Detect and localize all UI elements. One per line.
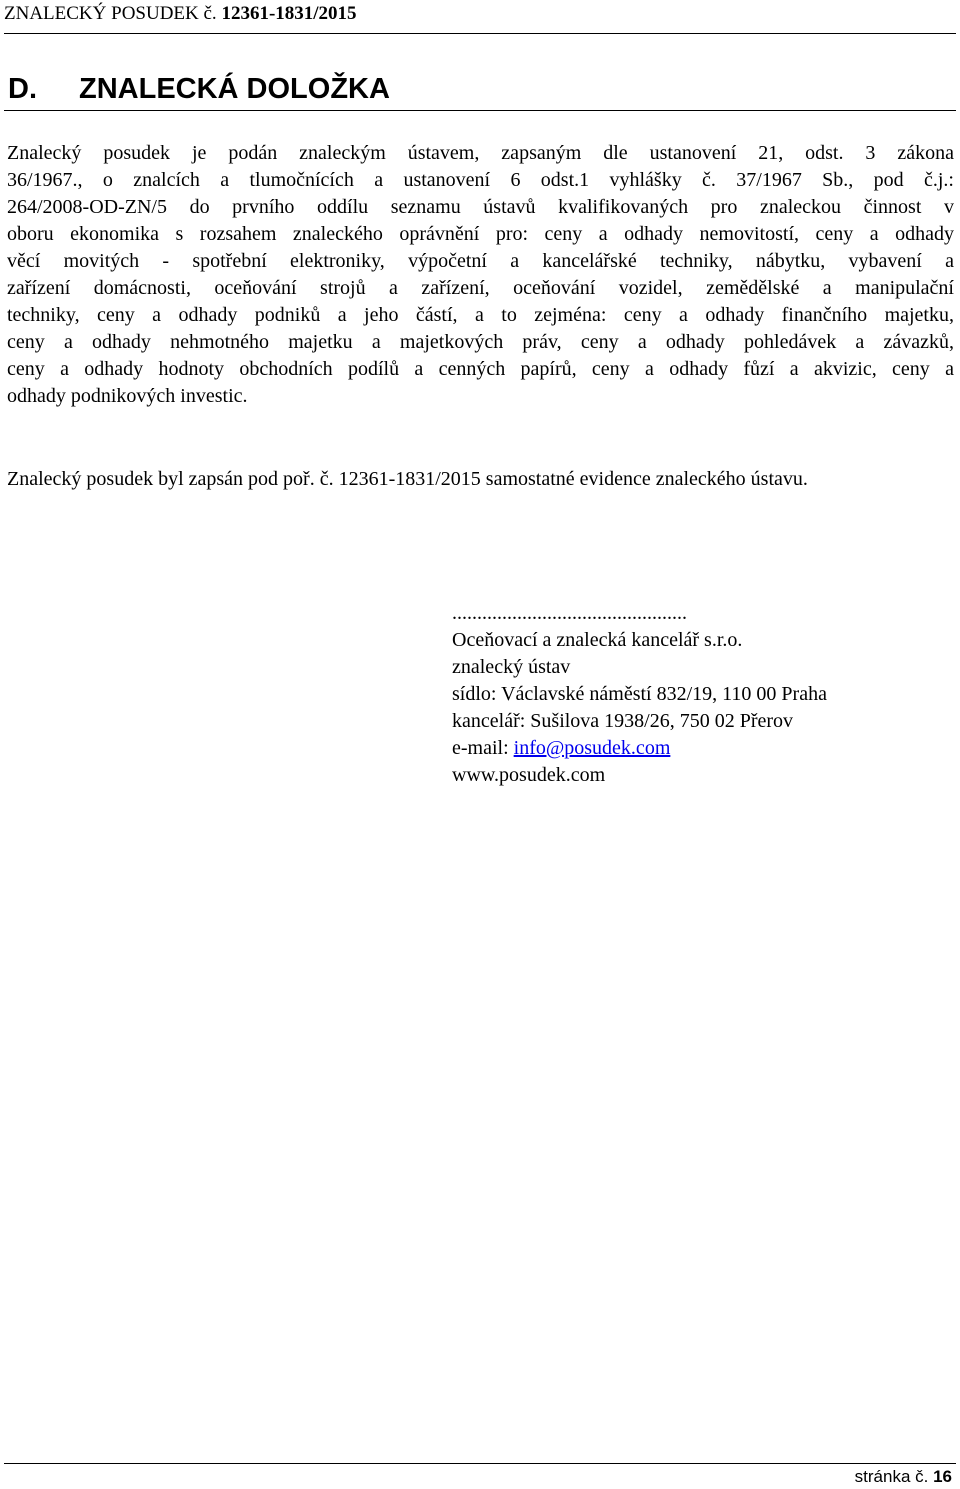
page-header bbox=[4, 3, 956, 31]
heading-divider bbox=[4, 110, 956, 111]
registration-statement: Znalecký posudek byl zapsán pod poř. č. 12361-1831/2015 samostatné evidence znaleckého ústavu. bbox=[7, 468, 808, 490]
header-divider bbox=[4, 33, 956, 34]
footer-divider bbox=[4, 1463, 956, 1464]
signature-line: ............................................... bbox=[452, 602, 687, 624]
clause-line: 264/2008-OD-ZN/5 do prvního oddílu seznamu ústavů kvalifikovaných pro znaleckou činnost v bbox=[7, 196, 954, 218]
signature-block bbox=[452, 600, 827, 789]
company-type: znalecký ústav bbox=[452, 656, 571, 678]
company-website: www.posudek.com bbox=[452, 764, 606, 786]
company-email-row bbox=[452, 735, 827, 762]
header-document-label: ZNALECKÝ POSUDEK č. bbox=[4, 3, 222, 24]
header-document-number: 12361-1831/2015 bbox=[221, 3, 357, 24]
email-label: e-mail: bbox=[452, 737, 514, 759]
clause-line: věcí movitých - spotřební elektroniky, výpočetní a kancelářské techniky, nábytku, vybavení a bbox=[7, 250, 954, 272]
section-letter: D. bbox=[8, 73, 37, 105]
clause-line: ceny a odhady hodnoty obchodních podílů a cenných papírů, ceny a odhady fůzí a akvizic, ceny a bbox=[7, 358, 954, 380]
clause-line: zařízení domácnosti, oceňování strojů a zařízení, oceňování vozidel, zemědělské a manipulační bbox=[7, 277, 954, 299]
page-number-label: stránka č. bbox=[854, 1467, 934, 1486]
company-seat: sídlo: Václavské náměstí 832/19, 110 00 Praha bbox=[452, 683, 827, 705]
page-number: 16 bbox=[933, 1467, 952, 1486]
email-link[interactable]: info@posudek.com bbox=[513, 737, 671, 759]
expert-clause-paragraph bbox=[7, 140, 954, 410]
section-heading bbox=[8, 71, 390, 107]
clause-line: odhady podnikových investic. bbox=[7, 385, 248, 407]
section-title: ZNALECKÁ DOLOŽKA bbox=[79, 73, 390, 105]
clause-line: 36/1967., o znalcích a tlumočnících a ustanovení 6 odst.1 vyhlášky č. 37/1967 Sb., pod č.j.: bbox=[7, 169, 954, 191]
page-footer bbox=[855, 1467, 952, 1487]
clause-line: techniky, ceny a odhady podniků a jeho částí, a to zejména: ceny a odhady finančního majetku, bbox=[7, 304, 954, 326]
clause-line: oboru ekonomika s rozsahem znaleckého oprávnění pro: ceny a odhady nemovitostí, ceny a odhady bbox=[7, 223, 954, 245]
company-office: kancelář: Sušilova 1938/26, 750 02 Přerov bbox=[452, 710, 794, 732]
clause-line: Znalecký posudek je podán znaleckým ústavem, zapsaným dle ustanovení 21, odst. 3 zákona bbox=[7, 142, 954, 164]
company-name: Oceňovací a znalecká kancelář s.r.o. bbox=[452, 629, 743, 651]
clause-line: ceny a odhady nehmotného majetku a majetkových práv, ceny a odhady pohledávek a závazků, bbox=[7, 331, 954, 353]
